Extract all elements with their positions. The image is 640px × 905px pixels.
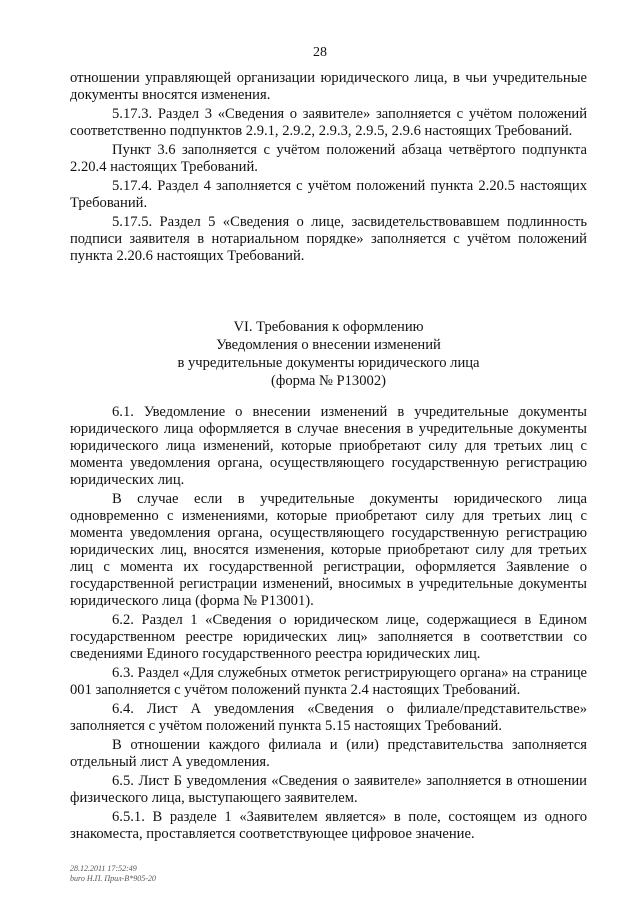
paragraph: 5.17.4. Раздел 4 заполняется с учётом положений пункта 2.20.5 настоящих Требований. <box>70 178 587 211</box>
heading-line-1: VI. Требования к оформлению <box>233 319 424 335</box>
page-number: 28 <box>313 45 327 60</box>
paragraph: 6.5.1. В разделе 1 «Заявителем является» в поле, состоящем из одного знакоместа, проставляется соответствующее цифровое значение. <box>70 809 587 842</box>
paragraph: 5.17.5. Раздел 5 «Сведения о лице, засвидетельствовавшем подлинность подписи заявителя в нотариальном порядке» заполняется с учётом положений пункта 2.20.6 настоящих Требований. <box>70 214 587 264</box>
main-text-block <box>70 404 587 845</box>
footer-timestamp: 28.12.2011 17:52:49 <box>70 864 137 873</box>
paragraph: отношении управляющей организации юридического лица, в чьи учредительные документы вносятся изменения. <box>70 70 587 103</box>
paragraph: 5.17.3. Раздел 3 «Сведения о заявителе» заполняется с учётом положений соответственно подпунктов 2.9.1, 2.9.2, 2.9.3, 2.9.5, 2.9.6 настоящих Требований. <box>70 106 587 139</box>
section-heading <box>70 318 587 390</box>
paragraph: 6.4. Лист А уведомления «Сведения о филиале/представительстве» заполняется с учётом положений пункта 5.15 настоящих Требований. <box>70 701 587 734</box>
paragraph: 6.5. Лист Б уведомления «Сведения о заявителе» заполняется в отношении физического лица, выступающего заявителем. <box>70 773 587 806</box>
footer-reference: buro Н.П. Прил-В*905-20 <box>70 874 156 883</box>
paragraph: Пункт 3.6 заполняется с учётом положений абзаца четвёртого подпункта 2.20.4 настоящих Требований. <box>70 142 587 175</box>
heading-line-3: в учредительные документы юридического лица <box>177 355 480 371</box>
heading-line-4: (форма № Р13002) <box>271 373 386 389</box>
paragraph: 6.2. Раздел 1 «Сведения о юридическом лице, содержащиеся в Едином государственном реестре юридических лиц» заполняется в соответствии со сведениями Единого государственного реестра юридических лиц. <box>70 612 587 662</box>
paragraph: 6.3. Раздел «Для служебных отметок регистрирующего органа» на странице 001 заполняется с учётом положений пункта 2.4 настоящих Требований. <box>70 665 587 698</box>
top-text-block <box>70 70 587 267</box>
footer-stamp <box>70 864 156 884</box>
paragraph: В случае если в учредительные документы юридического лица одновременно с изменениями, которые приобретают силу для третьих лиц с момента уведомления органа, осуществляющего государственную регистрацию юридических лиц, вносятся изменения, которые приобретают силу для третьих лиц с момента их государственной регистрации, оформляется Заявление о государственной регистрации изменений, вносимых в учредительные документы юридического лица (форма № Р13001). <box>70 491 587 609</box>
paragraph: В отношении каждого филиала и (или) представительства заполняется отдельный лист А уведомления. <box>70 737 587 770</box>
heading-line-2: Уведомления о внесении изменений <box>216 337 441 353</box>
paragraph: 6.1. Уведомление о внесении изменений в учредительные документы юридического лица оформляется в случае внесения в учредительные документы юридического лица изменений, которые приобретают силу для третьих лиц с момента уведомления органа, осуществляющего государственную регистрацию юридических лиц. <box>70 404 587 488</box>
